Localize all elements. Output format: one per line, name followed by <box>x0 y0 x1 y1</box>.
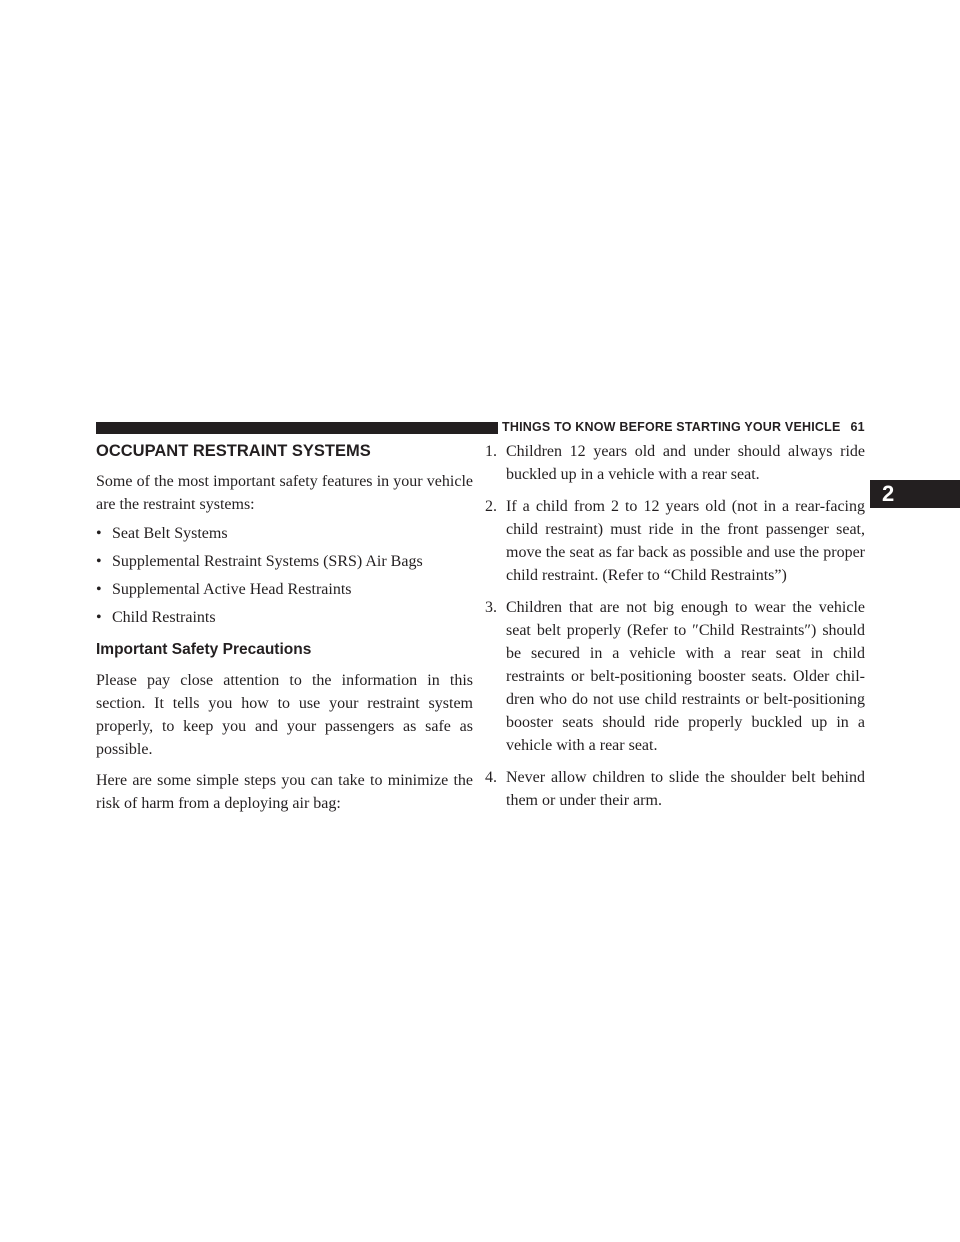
step-item <box>485 766 865 812</box>
list-item-text: Supplemental Restraint Systems (SRS) Air Bags <box>112 553 423 570</box>
page-number: 61 <box>850 420 865 434</box>
body-paragraph: Here are some simple steps you can take to minimize the risk of harm from a deploying air bag: <box>96 772 473 812</box>
list-item-text: Supplemental Active Head Restraints <box>112 581 352 598</box>
bullet-glyph: • <box>96 525 102 542</box>
section-intro: Some of the most important safety features in your vehicle are the restraint systems: <box>96 473 473 513</box>
list-item <box>96 550 473 573</box>
header-title: THINGS TO KNOW BEFORE STARTING YOUR VEHICLE <box>502 420 841 434</box>
left-column <box>96 440 473 815</box>
step-item <box>485 440 865 486</box>
step-number: 2. <box>485 498 497 515</box>
bullet-glyph: • <box>96 553 102 570</box>
restraint-list <box>96 522 473 629</box>
step-number: 1. <box>485 443 497 460</box>
list-item <box>96 606 473 629</box>
subsection-title: Important Safety Precautions <box>96 641 312 658</box>
step-text: Children 12 years old and under should always ride buckled up in a vehicle with a rear seat. <box>506 443 865 483</box>
list-item <box>96 522 473 545</box>
header-rule <box>96 422 498 434</box>
chapter-tab: 2 <box>870 480 960 508</box>
step-number: 3. <box>485 599 497 616</box>
step-number: 4. <box>485 769 497 786</box>
step-text: If a child from 2 to 12 years old (not in a rear-facing child restraint) must ride in the front passenger seat, move the seat as far back as possible and use the proper child restraint. (Refer to “Child Restraints”) <box>506 498 865 584</box>
step-text: Children that are not big enough to wear the vehicle seat belt properly (Refer to ″Child Restraints″) should be secured in a vehicle with a rear seat in child restraints or belt-positioning booster seats. Older chil-dren who do not use child restraints or belt-positioning booster seats should ride properly buckled up in a vehicle with a rear seat. <box>506 599 865 754</box>
list-item <box>96 578 473 601</box>
list-item-text: Seat Belt Systems <box>112 525 228 542</box>
bullet-glyph: • <box>96 609 102 626</box>
body-paragraph: Please pay close attention to the information in this section. It tells you how to use your restraint system properly, to keep you and your passengers as safe as possible. <box>96 672 473 758</box>
bullet-glyph: • <box>96 581 102 598</box>
section-title: OCCUPANT RESTRAINT SYSTEMS <box>96 442 371 460</box>
list-item-text: Child Restraints <box>112 609 216 626</box>
step-text: Never allow children to slide the shoulder belt behind them or under their arm. <box>506 769 865 809</box>
step-item <box>485 495 865 587</box>
right-column <box>485 440 865 821</box>
safety-steps-list <box>485 440 865 812</box>
step-item <box>485 596 865 757</box>
running-header <box>502 420 865 434</box>
